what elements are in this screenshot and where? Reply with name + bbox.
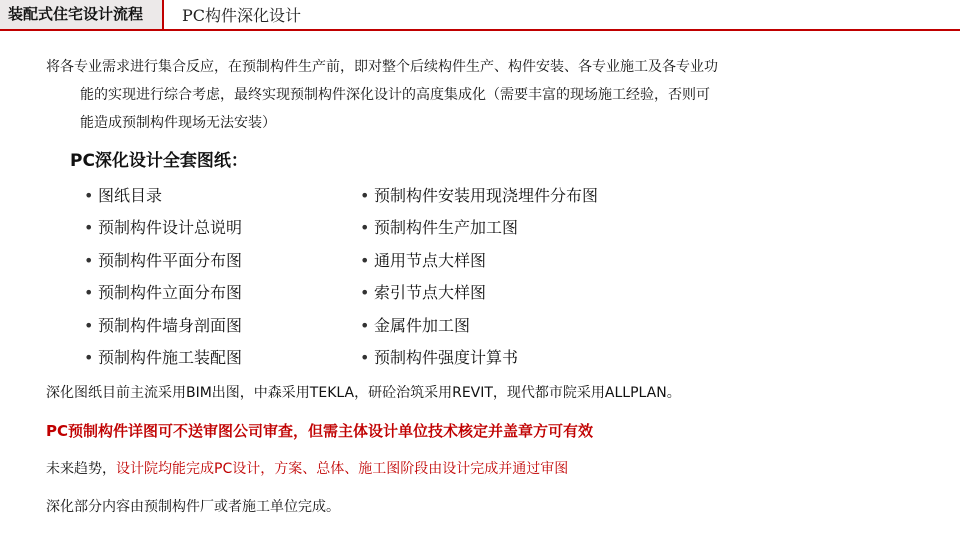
bullet-icon: • (84, 186, 94, 205)
intro-paragraph (46, 53, 846, 137)
bullet-icon: • (360, 186, 370, 205)
list-item: • 预制构件墙身剖面图 (84, 310, 242, 342)
drawing-list-title: PC深化设计全套图纸： (70, 151, 248, 171)
list-item: • 预制构件强度计算书 (360, 342, 598, 374)
drawing-list-panel (70, 146, 630, 372)
list-item: • 预制构件平面分布图 (84, 245, 242, 277)
trend-prefix: 未来趋势， (46, 461, 116, 477)
intro-line-1: 将各专业需求进行集合反应，在预制构件生产前，即对整个后续构件生产、构件安装、各专业施工及各专业功 (46, 59, 718, 75)
bullet-icon: • (84, 315, 94, 335)
list-item: • 预制构件施工装配图 (84, 342, 242, 374)
bullet-icon: • (84, 283, 94, 303)
bullet-icon: • (360, 283, 370, 303)
review-note: PC预制构件详图可不送审图公司审查，但需主体设计单位技术核定并盖章方可有效 (46, 422, 594, 440)
list-item: • 通用节点大样图 (360, 245, 598, 277)
intro-line-2: 能的实现进行综合考虑，最终实现预制构件深化设计的高度集成化（需要丰富的现场施工经验，否则可 (80, 87, 710, 103)
intro-line-3: 能造成预制构件现场无法安装） (80, 115, 276, 131)
trend-highlight: 设计院均能完成PC设计，方案、总体、施工图阶段由设计完成并通过审图 (116, 461, 569, 477)
drawing-list-left-column (84, 180, 242, 374)
drawing-list-right-column (360, 180, 598, 374)
trend-note (46, 455, 568, 483)
section-tab: 装配式住宅设计流程 (0, 0, 164, 29)
bullet-icon: • (360, 218, 370, 238)
bullet-icon: • (84, 250, 94, 270)
bullet-icon: • (84, 347, 94, 367)
slide-header (0, 0, 960, 32)
list-item: • 索引节点大样图 (360, 277, 598, 309)
list-item: • 预制构件立面分布图 (84, 277, 242, 309)
bullet-icon: • (360, 347, 370, 367)
slide-title: PC构件深化设计 (182, 6, 302, 25)
list-item: • 预制构件安装用现浇埋件分布图 (360, 180, 598, 212)
list-item: • 预制构件设计总说明 (84, 212, 242, 244)
list-item: • 图纸目录 (84, 180, 242, 212)
list-item: • 预制构件生产加工图 (360, 212, 598, 244)
header-divider (0, 29, 960, 31)
completion-note: 深化部分内容由预制构件厂或者施工单位完成。 (46, 499, 340, 515)
bim-note: 深化图纸目前主流采用BIM出图，中森采用TEKLA，研砼治筑采用REVIT，现代都市院采用ALLPLAN。 (46, 385, 681, 401)
bullet-icon: • (360, 315, 370, 335)
bullet-icon: • (360, 250, 370, 270)
list-item: • 金属件加工图 (360, 310, 598, 342)
bullet-icon: • (84, 218, 94, 238)
